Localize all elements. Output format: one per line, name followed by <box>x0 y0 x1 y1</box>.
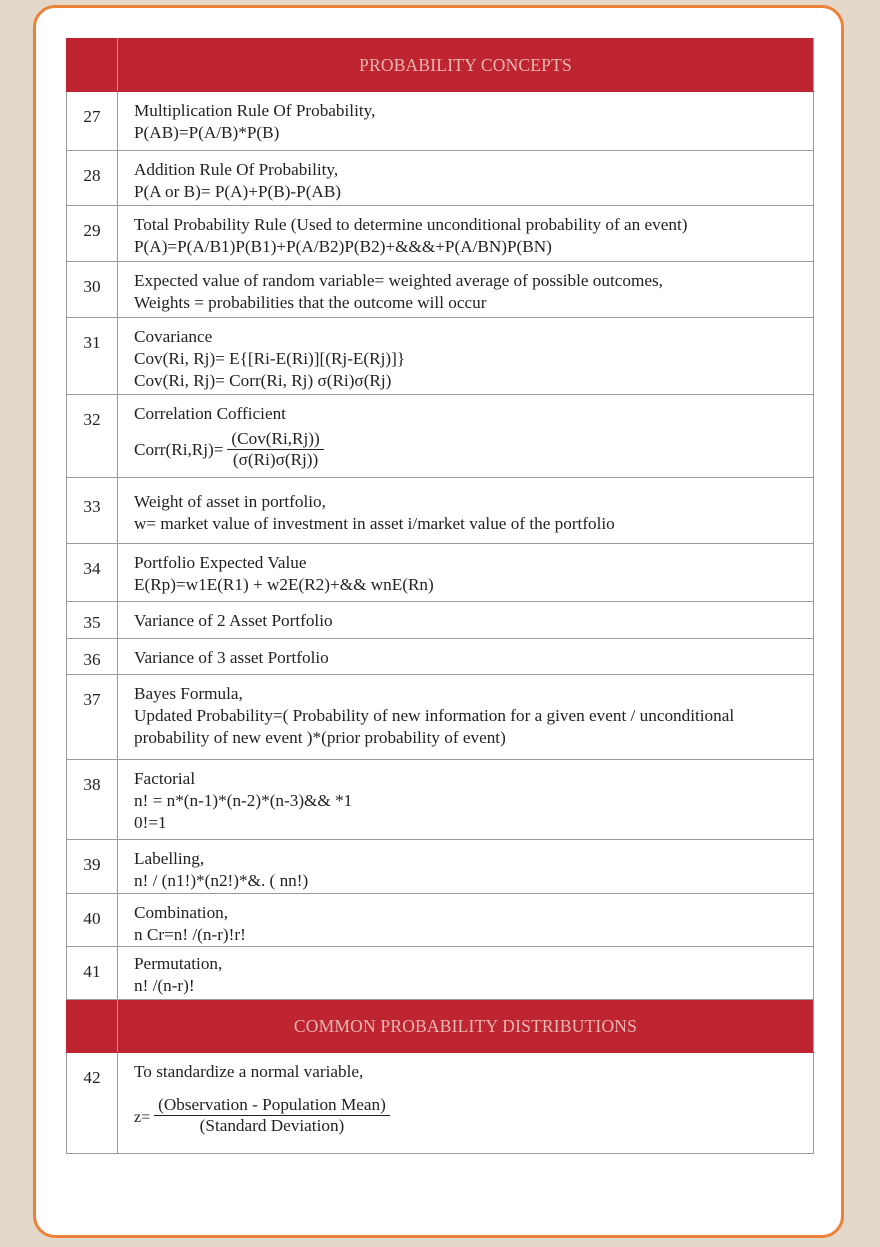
formula-line: Factorial <box>134 769 196 788</box>
row-number: 29 <box>67 206 118 262</box>
formula-line: Correlation Cofficient <box>134 404 286 423</box>
row-content <box>118 151 814 206</box>
formula-table <box>66 38 814 1154</box>
table-row <box>67 206 814 262</box>
table-row <box>67 840 814 894</box>
z-score-formula <box>134 1095 813 1136</box>
row-content <box>118 1053 814 1154</box>
fraction <box>154 1095 390 1136</box>
fraction-numerator: (Observation - Population Mean) <box>154 1095 390 1116</box>
table-row <box>67 675 814 760</box>
row-content <box>118 639 814 675</box>
table-row <box>67 544 814 602</box>
formula-line: n Cr=n! /(n-r)!r! <box>134 925 246 944</box>
formula-line: To standardize a normal variable, <box>134 1062 364 1081</box>
formula-line: Portfolio Expected Value <box>134 553 307 572</box>
fraction-denominator: (σ(Ri)σ(Rj)) <box>232 450 319 469</box>
formula-line: w= market value of investment in asset i/market value of the portfolio <box>134 514 615 533</box>
fraction-numerator: (Cov(Ri,Rj)) <box>227 429 323 450</box>
row-content <box>118 894 814 947</box>
row-content <box>118 760 814 840</box>
row-content <box>118 840 814 894</box>
formula-line: Cov(Ri, Rj)= Corr(Ri, Rj) σ(Ri)σ(Rj) <box>134 371 392 390</box>
row-number: 38 <box>67 760 118 840</box>
correlation-formula <box>134 429 813 470</box>
header-num-cell <box>67 39 118 92</box>
table-row <box>67 639 814 675</box>
row-content <box>118 92 814 151</box>
row-number: 30 <box>67 262 118 318</box>
table-row <box>67 894 814 947</box>
row-number: 34 <box>67 544 118 602</box>
row-number: 28 <box>67 151 118 206</box>
formula-line: P(A)=P(A/B1)P(B1)+P(A/B2)P(B2)+&&&+P(A/BN)P(BN) <box>134 237 552 256</box>
row-content <box>118 947 814 1000</box>
formula-line: Combination, <box>134 903 229 922</box>
formula-line: Cov(Ri, Rj)= E{[Ri-E(Ri)][(Rj-E(Rj)]} <box>134 349 406 368</box>
row-number: 40 <box>67 894 118 947</box>
formula-line: Weights = probabilities that the outcome will occur <box>134 293 487 312</box>
row-content <box>118 602 814 639</box>
formula-line: Updated Probability=( Probability of new information for a given event / unconditional <box>134 706 735 725</box>
formula-line: n! = n*(n-1)*(n-2)*(n-3)&& *1 <box>134 791 353 810</box>
fraction <box>227 429 323 470</box>
formula-line: Expected value of random variable= weighted average of possible outcomes, <box>134 271 663 290</box>
formula-line: P(A or B)= P(A)+P(B)-P(AB) <box>134 182 342 201</box>
formula-line: n! / (n1!)*(n2!)*&. ( nn!) <box>134 871 309 890</box>
row-content <box>118 318 814 395</box>
row-number: 31 <box>67 318 118 395</box>
formula-line: E(Rp)=w1E(R1) + w2E(R2)+&& wnE(Rn) <box>134 575 434 594</box>
row-content <box>118 544 814 602</box>
formula-line: Weight of asset in portfolio, <box>134 492 326 511</box>
row-content <box>118 675 814 760</box>
section-title: COMMON PROBABILITY DISTRIBUTIONS <box>118 1000 814 1053</box>
table-row <box>67 395 814 478</box>
table-row <box>67 262 814 318</box>
formula-line: P(AB)=P(A/B)*P(B) <box>134 123 280 142</box>
table-row <box>67 947 814 1000</box>
table-row <box>67 318 814 395</box>
row-content <box>118 478 814 544</box>
row-number: 42 <box>67 1053 118 1154</box>
formula-line: probability of new event )*(prior probability of event) <box>134 728 506 747</box>
row-number: 35 <box>67 602 118 639</box>
formula-line: Bayes Formula, <box>134 684 243 703</box>
formula-line: Multiplication Rule Of Probability, <box>134 101 376 120</box>
section-header-probability-concepts <box>67 39 814 92</box>
formula-line: Variance of 2 Asset Portfolio <box>134 611 333 630</box>
row-number: 39 <box>67 840 118 894</box>
formula-lhs: z= <box>134 1108 151 1126</box>
table-row <box>67 1053 814 1154</box>
row-number: 27 <box>67 92 118 151</box>
table-row <box>67 92 814 151</box>
section-title: PROBABILITY CONCEPTS <box>118 39 814 92</box>
fraction-denominator: (Standard Deviation) <box>199 1116 345 1135</box>
formula-line: Variance of 3 asset Portfolio <box>134 648 329 667</box>
formula-line: Addition Rule Of Probability, <box>134 160 339 179</box>
table-row <box>67 602 814 639</box>
row-content <box>118 206 814 262</box>
row-number: 41 <box>67 947 118 1000</box>
section-header-common-probability-distributions <box>67 1000 814 1053</box>
table-row <box>67 151 814 206</box>
row-content <box>118 262 814 318</box>
table-row <box>67 760 814 840</box>
formula-line: Total Probability Rule (Used to determine unconditional probability of an event) <box>134 215 688 234</box>
formula-line: Labelling, <box>134 849 205 868</box>
row-number: 36 <box>67 639 118 675</box>
formula-lhs: Corr(Ri,Rj)= <box>134 439 224 459</box>
row-number: 37 <box>67 675 118 760</box>
table-row <box>67 478 814 544</box>
formula-line: n! /(n-r)! <box>134 976 195 995</box>
formula-line: 0!=1 <box>134 813 167 832</box>
header-num-cell <box>67 1000 118 1053</box>
formula-line: Covariance <box>134 327 213 346</box>
row-content <box>118 395 814 478</box>
row-number: 33 <box>67 478 118 544</box>
row-number: 32 <box>67 395 118 478</box>
formula-line: Permutation, <box>134 954 223 973</box>
